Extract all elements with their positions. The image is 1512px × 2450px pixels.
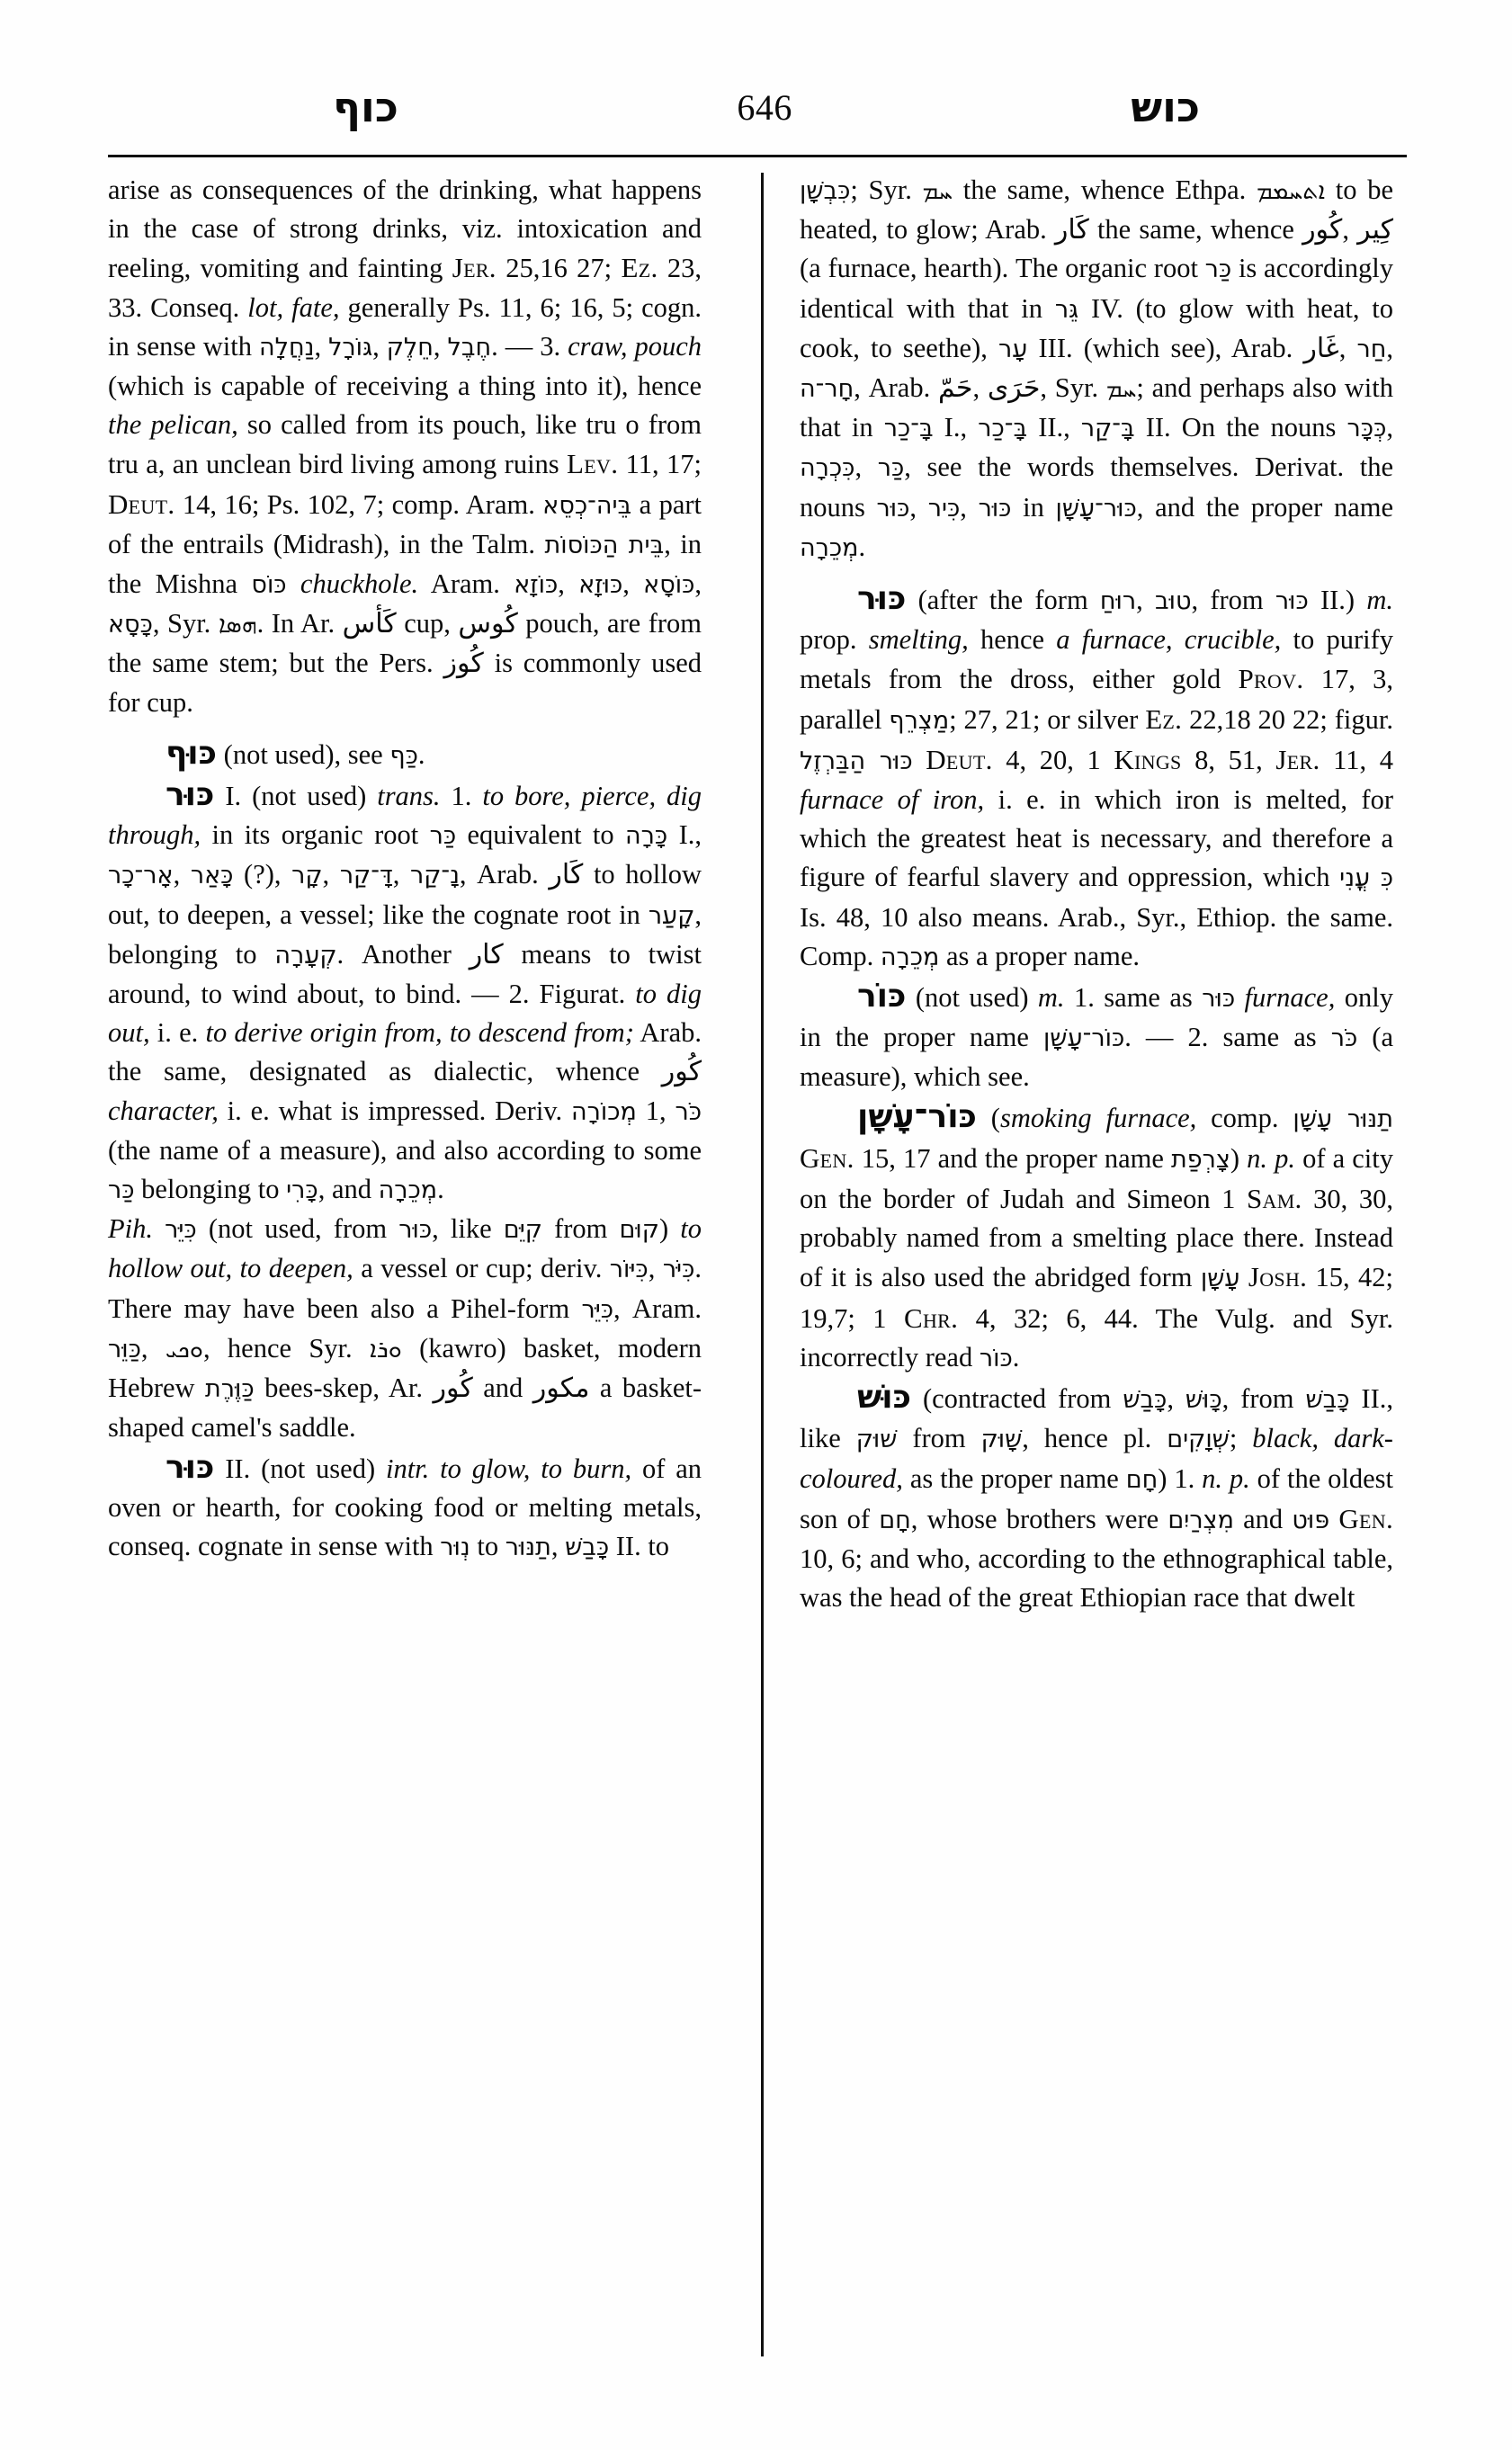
hebrew-word: כֹּר (1330, 1024, 1358, 1053)
italic-gloss: m. (1037, 982, 1065, 1014)
hebrew-word: כָּרִי (286, 1176, 318, 1205)
hebrew-word: מְכֵרָה (800, 533, 859, 562)
entry-kur-2: כּוּר II. (not used) intr. to glow, to burn, of an oven or hearth, for cooking food or melting metals, conseq. cognate in sense with נְוּר to תַנּוּר, כָּבַשׁ II. to (108, 1448, 702, 1561)
syriac-word: ܘܪܐ (369, 1335, 402, 1364)
entry-headword: כּוּף (166, 734, 218, 772)
running-head-right: כוש (1131, 83, 1200, 131)
italic-gloss: smoking furnace, (999, 1102, 1197, 1133)
hebrew-word: בָּ־כַר (978, 415, 1028, 443)
hebrew-word: כִּכְרָה (800, 454, 855, 483)
italic-gloss: chuckhole. (300, 568, 419, 600)
syriac-word: ܘܟܝ (165, 1335, 203, 1364)
entry-headword: כּוּר (166, 776, 215, 814)
hebrew-word: כּוּר (1275, 587, 1309, 616)
hebrew-word: כּוּר (398, 1216, 433, 1245)
bible-reference-abbrev: Gen. (1338, 1502, 1394, 1534)
hebrew-word: כּוֹסָא (643, 571, 695, 600)
hebrew-word: חָם (1125, 1465, 1159, 1494)
hebrew-word: חָם (879, 1506, 911, 1534)
italic-gloss: Pih. (108, 1213, 153, 1245)
arabic-word: حَمّ (937, 372, 973, 405)
syriac-word: ܐܬܚܡܡ (1256, 177, 1326, 205)
entry-pihel-kiyyer: Pih. כִּיֵּר (not used, from כּוּר, like קִיֵּם from קוּם) to hollow out, to deepen, a vessel or cup; deriv. כִּיּוֹר, כִּיֹּר. There may have been also a Pihel-form כִּיֵּר, Aram. כַּוֵּר, ܘܟܝ, hence Syr. ܘܪܐ (kawro) basket, modern Hebrew כַּוֶּרֶת bees-skep, Ar. كُور and مكور a basket-shaped camel's saddle. (108, 1213, 702, 1444)
italic-gloss: trans. (377, 781, 441, 812)
arabic-word: كَار (549, 859, 584, 891)
hebrew-word: כָּבַשׁ (565, 1533, 610, 1561)
hebrew-word: כּוֹר (979, 1344, 1013, 1373)
hebrew-word: כָּרָה (625, 822, 668, 851)
hebrew-word: תַנּוּר עָשָׁן (1293, 1104, 1393, 1133)
kos-continuation: arise as consequences of the drinking, what happens in the case of strong drinks, viz. intoxication and reeling, vomiting and fainting Jer. 25,16 27; Ez. 23, 33. Conseq. lot, fate, generally Ps. 11, 6; 16, 5; cogn. in sense with נַחֲלָה, גּוֹרָל, חֵלֶק, חֶבֶל. — 3. craw, pouch (which is capable of receiving a thing into it), hence the pelican, so called from its pouch, like tru o from tru a, an unclean bird living among ruins Lev. 11, 17; Deut. 14, 16; Ps. 102, 7; comp. Aram. בֵּּיה־כְסֵא a part of the entrails (Midrash), in the Talm. בֵּית הַכּוֹסוֹת, in the Mishna כּוֹס chuckhole. Aram. כּוֹזָא, כּוּזָא, כּוֹסָא, כָּסָא, Syr. ܗܣܐ. In Ar. كَأس cup, كُوس pouch, are from the same stem; but the Pers. كُوز is commonly used for cup. (108, 174, 702, 718)
hebrew-word: רוּחַ (1099, 587, 1137, 616)
hebrew-word: כַּר (1204, 255, 1232, 284)
bible-reference-abbrev: Jer. (1275, 743, 1320, 775)
hebrew-word: שְׁוָקִים (1167, 1426, 1230, 1454)
bible-reference-abbrev: Gen. (800, 1141, 854, 1174)
bible-reference-abbrev: Deut. (108, 487, 175, 520)
italic-gloss: the pelican, (108, 409, 238, 441)
bible-reference-abbrev: Kings (1114, 743, 1182, 775)
hebrew-word: כָּבַשׁ (1123, 1386, 1168, 1415)
arabic-word: كِير (1357, 214, 1393, 246)
bible-reference-abbrev: Chr. (903, 1301, 959, 1334)
page-number: 646 (737, 87, 792, 128)
hebrew-word: מְכֵרָה (378, 1176, 438, 1205)
bible-reference-abbrev: Prov. (1238, 663, 1304, 695)
bible-reference-abbrev: Ez. (621, 252, 658, 284)
italic-gloss: furnace of iron, (800, 784, 985, 816)
hebrew-word: כִּיר (927, 494, 961, 523)
syriac-word: ܚܡ (922, 177, 953, 205)
hebrew-word: מְכֵרָה (880, 943, 940, 971)
hebrew-word: כָּסָא (108, 611, 153, 639)
hebrew-word: כּוֹזָא (514, 571, 559, 600)
bible-reference-abbrev: Jer. (452, 252, 497, 284)
hebrew-word: גּוֹרָל (328, 333, 373, 362)
hebrew-word: בֵּית הַכּוֹסוֹת (544, 531, 665, 559)
hebrew-word: שָׁוּק (980, 1426, 1023, 1454)
hebrew-word: כּוּר (876, 494, 910, 523)
hebrew-word: כּוּר־עָשָׁן (1055, 494, 1137, 523)
italic-gloss: to dig out, (108, 979, 702, 1049)
italic-gloss: furnace, (1244, 982, 1336, 1014)
hebrew-word: טוּב (1155, 587, 1192, 616)
entry-kuph: כּוּף (not used), see כַּף. (108, 734, 702, 775)
italic-gloss: craw, pouch (568, 330, 702, 362)
arabic-word: مكور (532, 1373, 590, 1405)
entry-headword: כּוּר (166, 1448, 215, 1486)
italic-gloss: n. p. (1247, 1142, 1295, 1174)
hebrew-word: כִּיּוֹר (609, 1256, 649, 1284)
entry-list-left (108, 734, 702, 1567)
hebrew-word: חֶבֶל (447, 333, 492, 362)
running-head-left: כוף (333, 83, 398, 131)
hebrew-word: אָר־כָר (108, 862, 174, 890)
hebrew-word: שׁוּק (855, 1426, 898, 1454)
bible-reference-abbrev: Sam. (1246, 1183, 1302, 1215)
hebrew-word: כּוּר הַבַּרְזֶל (800, 747, 913, 775)
bible-reference-abbrev: Lev. (567, 448, 619, 480)
hebrew-word: תַנּוּר (505, 1533, 551, 1561)
hebrew-word: כּוֹר־עָשָׁן (1042, 1024, 1125, 1053)
syriac-word: ܚܡ (1105, 375, 1137, 404)
hebrew-word: עָר (998, 335, 1028, 363)
italic-gloss: to derive origin from, to descend from; (205, 1017, 634, 1049)
hebrew-word: כִּיֵּר (165, 1216, 197, 1245)
arabic-word: حَرَى (987, 372, 1041, 405)
hebrew-word: קָר (291, 862, 323, 890)
hebrew-word: כָּוּשׁ (1185, 1386, 1222, 1415)
syriac-word: ܗܣܐ (218, 611, 257, 639)
italic-gloss: intr. to glow, to burn, (385, 1453, 632, 1484)
italic-gloss: lot, fate, (247, 291, 340, 323)
running-head (108, 65, 1407, 131)
hebrew-word: בָּ־כַר (883, 415, 934, 443)
arabic-word: كُور (661, 1056, 702, 1088)
hebrew-word: קִיֵּם (503, 1216, 542, 1245)
hebrew-word: מַצְרֵף (889, 706, 950, 735)
italic-gloss: n. p. (1202, 1462, 1250, 1494)
hebrew-word: כַּר (877, 454, 905, 483)
hebrew-word: כַּר (429, 822, 457, 851)
entry-kur-ashan: כּוֹר־עָשָׁן (smoking furnace, comp. תַנּוּר עָשָׁן Gen. 15, 17 and the proper name צָרְפַת) n. p. of a city on the border of Judah and Simeon 1 Sam. 30, 30, probably named from a smelting place there. Instead of it is also used the abridged form עָשָׁן Josh. 15, 42; 19,7; 1 Chr. 4, 32; 6, 44. The Vulg. and Syr. incorrectly read כּוֹר. (800, 1097, 1393, 1373)
entry-kor: כּוֹר (not used) m. 1. same as כּוּר furnace, only in the proper name כּוֹר־עָשָׁן. — 2. same as כֹּר (a measure), which see. (800, 978, 1394, 1093)
bible-reference-abbrev: Ez. (1145, 702, 1183, 735)
hebrew-word: כִּּ עֳנִי (1339, 864, 1394, 893)
hebrew-word: קָעַר (648, 901, 695, 930)
arabic-word: كُور (433, 1373, 473, 1405)
hebrew-word: מִצְרַיִם (1168, 1506, 1234, 1534)
hebrew-word: כֹּר (675, 1097, 702, 1126)
hebrew-word: כַּוֶּרֶת (205, 1375, 255, 1404)
arabic-word: كار (469, 938, 504, 970)
entry-kur-noun: כּוּר (after the form רוּחַ, טוּב, from כּוּר II.) m. prop. smelting, hence a furnace, crucible, to purify metals from the dross, either gold Prov. 17, 3, parallel מַצְרֵף; 27, 21; or silver Ez. 22,18 20 22; figur. כּוּר הַבַּרְזֶל Deut. 4, 20, 1 Kings 8, 51, Jer. 11, 4 furnace of iron, i. e. in which iron is melted, for which the greatest heat is necessary, and therefore a figure of fearful slavery and oppression, which כִּּ עֳנִי Is. 48, 10 also means. Arab., Syr., Ethiop. the same. Comp. מְכֵרָה as a proper name. (800, 580, 1394, 971)
hebrew-word: קְעָרָה (274, 941, 337, 970)
arabic-word: كُوز (443, 648, 484, 680)
hebrew-word: כִּבְשָׁן (800, 177, 851, 205)
entry-headword: כּוֹר (857, 978, 907, 1015)
hebrew-word: כָּאַר (190, 862, 234, 890)
body-columns (108, 171, 1407, 2365)
hebrew-word: נָ־קַר (409, 862, 460, 890)
column-divider (761, 173, 764, 2356)
hebrew-word: כַּר (108, 1176, 135, 1205)
italic-gloss: black, dark-coloured, (800, 1423, 1393, 1494)
hebrew-word: מְכוֹרָה (571, 1097, 637, 1126)
hebrew-word: חֵלֶק (386, 333, 434, 362)
hebrew-word: נְוּר (440, 1533, 470, 1561)
entry-list-right (800, 579, 1393, 1617)
hebrew-word: צָרְפַת (1170, 1145, 1230, 1174)
hebrew-word: כְּכָּר (1346, 415, 1387, 443)
entry-headword: כּוֹר־עָשָׁן (857, 1097, 977, 1135)
hebrew-word: חָר־ה (800, 375, 854, 404)
arabic-word: كُوس (458, 608, 518, 640)
arabic-word: غَار (1303, 332, 1339, 364)
hebrew-word: חַר (1356, 335, 1387, 363)
kur-2-continuation: כִּבְשָׁן; Syr. ܚܡ the same, whence Ethpa. ܐܬܚܡܡ to be heated, to glow; Arab. كَار the same, whence كُور, كِير (a furnace, hearth). The organic root כַּר is accordingly identical with that in גֵּר IV. (to glow with heat, to cook, to seethe), עָר III. (which see), Arab. غَار, חַר, חָר־ה, Arab. حَمّ, حَرَى, Syr. ܚܡ; and perhaps also with that in בָּ־כַר I., בָּ־כַר II., בָּ־קַר II. On the nouns כְּכָּר, כִּכְרָה, כַּר, see the words themselves. Derivat. the nouns כּוּר, כִּיר, כּוּר in כּוּר־עָשָׁן, and the proper name מְכֵרָה. (800, 174, 1394, 562)
hebrew-word: כּוּזָא (578, 571, 623, 600)
entry-kur-1: כּוּר I. (not used) trans. 1. to bore, pierce, dig through, in its organic root כַּר equivalent to כָּרָה I., אָר־כָר, כָּאַר (?), קָר, דָּ־קַר, נָ־קַר, Arab. كَار to hollow out, to deepen, a vessel; like the cognate root in קָעַר, belonging to קְעָרָה. Another كار means to twist around, to wind about, to bind. — 2. Figurat. to dig out, i. e. to derive origin from, to descend from; Arab. the same, designated as dialectic, whence كُور character, i. e. what is impressed. Deriv. מְכוֹרָה 1, כֹּר (the name of a measure), and also according to some כַּר belonging to כָּרִי, and מְכֵרָה. (108, 776, 702, 1205)
italic-gloss: to bore, pierce, dig through, (108, 781, 702, 851)
hebrew-word: קוּם (619, 1216, 659, 1245)
italic-gloss: character, (108, 1095, 219, 1126)
entry-headword: כּוּר (857, 580, 907, 618)
hebrew-word: פּוּט (1292, 1506, 1330, 1534)
italic-gloss: to hollow out, to deepen, (108, 1213, 702, 1284)
arabic-word: كَأس (342, 608, 397, 640)
entry-headword: כּוּשׁ (857, 1379, 912, 1417)
bible-reference-abbrev: Deut. (926, 743, 993, 775)
hebrew-word: כּוּר (1202, 985, 1236, 1014)
column-right (800, 171, 1393, 2365)
italic-gloss: smelting, (868, 624, 969, 656)
hebrew-word: נַחֲלָה (259, 333, 315, 362)
hebrew-word: כַּוֵּר (108, 1335, 141, 1364)
hebrew-word: גֵּר (1054, 295, 1079, 324)
header-rule (108, 155, 1407, 157)
column-left (108, 171, 725, 2365)
hebrew-word: בֵּּיה־כְסֵא (542, 491, 632, 520)
hebrew-word: כּוּר (978, 494, 1012, 523)
italic-gloss: m. (1366, 585, 1393, 616)
hebrew-word: כָּבַשׁ (1305, 1386, 1350, 1415)
entry-kush: כּוּשׁ (contracted from כָּבַשׁ, כָּוּשׁ, from כָּבַשׁ II., like שׁוּק from שָׁוּק, hence pl. שְׁוָקִים; black, dark-coloured, as the proper name חָם) 1. n. p. of the oldest son of חָם, whose brothers were מִצְרַיִם and פּוּט Gen. 10, 6; and who, according to the ethnographical table, was the head of the great Ethiopian race that dwelt (800, 1379, 1394, 1614)
hebrew-word: כַּף (389, 741, 418, 770)
italic-gloss: a furnace, crucible, (1056, 624, 1282, 656)
hebrew-word: כִּיֹּר (662, 1256, 695, 1284)
arabic-word: كَار (1054, 214, 1089, 246)
arabic-word: كُور (1302, 214, 1343, 246)
hebrew-word: כִּיֵּר (581, 1295, 614, 1324)
hebrew-word: דָּ־קַר (339, 862, 393, 890)
bible-reference-abbrev: Josh. (1248, 1261, 1308, 1293)
hebrew-word: בָּ־קַר (1080, 415, 1135, 443)
hebrew-word: כּוֹס (251, 571, 287, 600)
hebrew-word: עָשָׁן (1200, 1265, 1240, 1293)
